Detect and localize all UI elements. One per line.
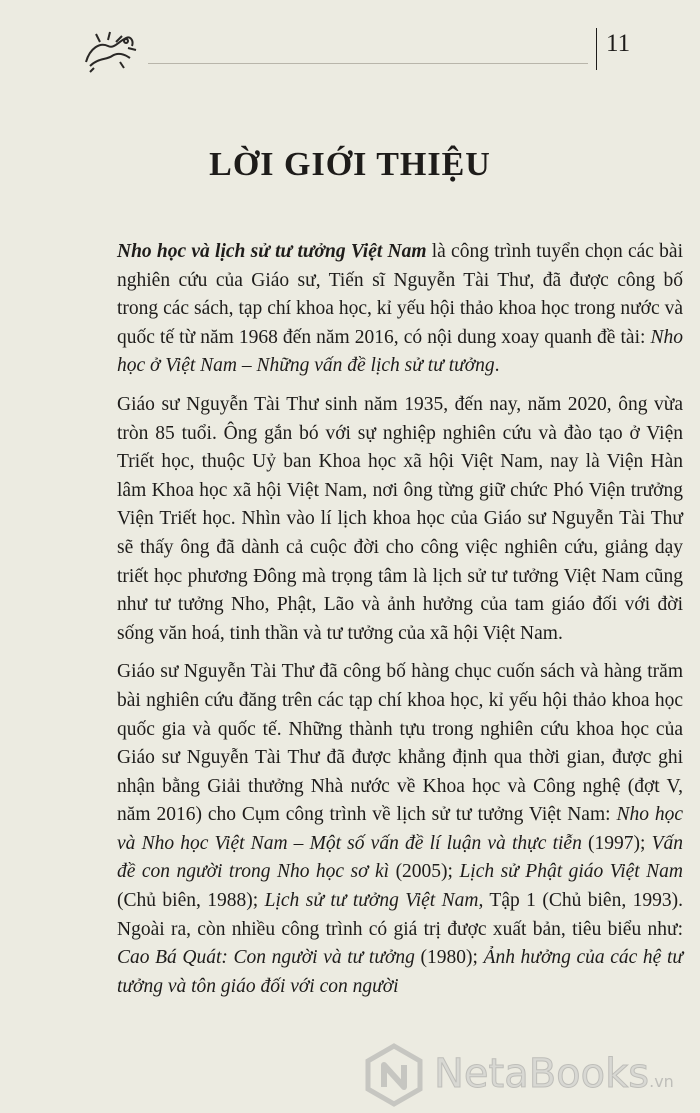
topic-title-italic: Nho học ở Việt Nam – Những vấn đề lịch sử tư tưởng: [117, 326, 683, 377]
paragraph-3-text-6: (1980);: [414, 947, 484, 969]
book-title-emphasis: Nho học và lịch sử tư tưởng Việt Nam: [117, 241, 427, 262]
watermark-brand: [434, 1051, 674, 1097]
work-title-4: Lịch sử tư tưởng Việt Nam,: [264, 890, 484, 912]
paragraph-3-text-3: (2005);: [389, 861, 460, 883]
paragraph-1: [117, 238, 683, 381]
work-title-3: Lịch sử Phật giáo Việt Nam: [459, 861, 683, 883]
page-number: 11: [606, 30, 631, 57]
paragraph-2: Giáo sư Nguyễn Tài Thư sinh năm 1935, đến nay, năm 2020, ông vừa tròn 85 tuổi. Ông gắn bó với sự nghiệp nghiên cứu và đào tạo ở Viện Triết học, thuộc Uỷ ban Khoa học xã hội Việt Nam, nay là Viện Hàn lâm Khoa học xã hội Việt Nam, nơi ông từng giữ chức Phó Viện trưởng Viện Triết học. Nhìn vào lí lịch khoa học của Giáo sư Nguyễn Tài Thư sẽ thấy ông đã dành cả cuộc đời cho công việc nghiên cứu, giảng dạy triết học phương Đông mà trọng tâm là lịch sử tư tưởng Việt Nam cũng như tư tưởng Nho, Phật, Lão và ảnh hưởng của tam giáo đối với đời sống văn hoá, tinh thần và tư tưởng của xã hội Việt Nam.: [117, 393, 683, 644]
work-title-5: Cao Bá Quát: Con người và tư tưởng: [117, 947, 415, 969]
work-title-1: Nho học và Nho học Việt Nam – Một số vấn đề lí luận và thực tiễn: [117, 804, 683, 854]
paragraph-3-text-2: (1997);: [581, 832, 652, 854]
page-number-divider: [596, 28, 597, 70]
dragon-ornament-icon: [80, 28, 138, 74]
paragraph-3-text-4: (Chủ biên, 1988);: [117, 890, 265, 912]
paragraph-3: [117, 658, 683, 1001]
paragraph-1-end: .: [494, 355, 500, 377]
body-text: [117, 238, 683, 1011]
netabooks-watermark: [362, 1043, 692, 1107]
work-title-6: Ảnh hưởng của các hệ tư tưởng và tôn giáo đối với con người: [117, 947, 683, 997]
watermark-suffix: .vn: [649, 1072, 674, 1091]
paragraph-3-text-5: Tập 1 (Chủ biên, 1993). Ngoài ra, còn nhiều công trình có giá trị được xuất bản, tiêu biểu như:: [117, 890, 684, 940]
paragraph-3-text-1: Giáo sư Nguyễn Tài Thư đã công bố hàng chục cuốn sách và hàng trăm bài nghiên cứu đăng trên các tạp chí khoa học, kỉ yếu hội thảo khoa học quốc gia và quốc tế. Những thành tựu trong nghiên cứu khoa học của Giáo sư Nguyễn Tài Thư đã được khẳng định qua thời gian, được ghi nhận bằng Giải thưởng Nhà nước về Khoa học và Công nghệ (đợt V, năm 2016) cho Cụm công trình về lịch sử tư tưởng Việt Nam:: [117, 661, 683, 826]
running-header-line: [148, 63, 588, 64]
watermark-brand-text: NetaBooks: [434, 1051, 650, 1097]
paragraph-1-text: là công trình tuyển chọn các bài nghiên cứu của Giáo sư, Tiến sĩ Nguyễn Tài Thư, đã được công bố trong các sách, tạp chí khoa học, kỉ yếu hội thảo khoa học trong nước và quốc tế từ năm 1968 đến năm 2016, có nội dung xoay quanh đề tài:: [117, 241, 683, 348]
netabooks-logo-icon: [362, 1043, 426, 1107]
chapter-title: LỜI GIỚI THIỆU: [209, 146, 491, 183]
work-title-2: Vấn đề con người trong Nho học sơ kì: [117, 832, 684, 883]
